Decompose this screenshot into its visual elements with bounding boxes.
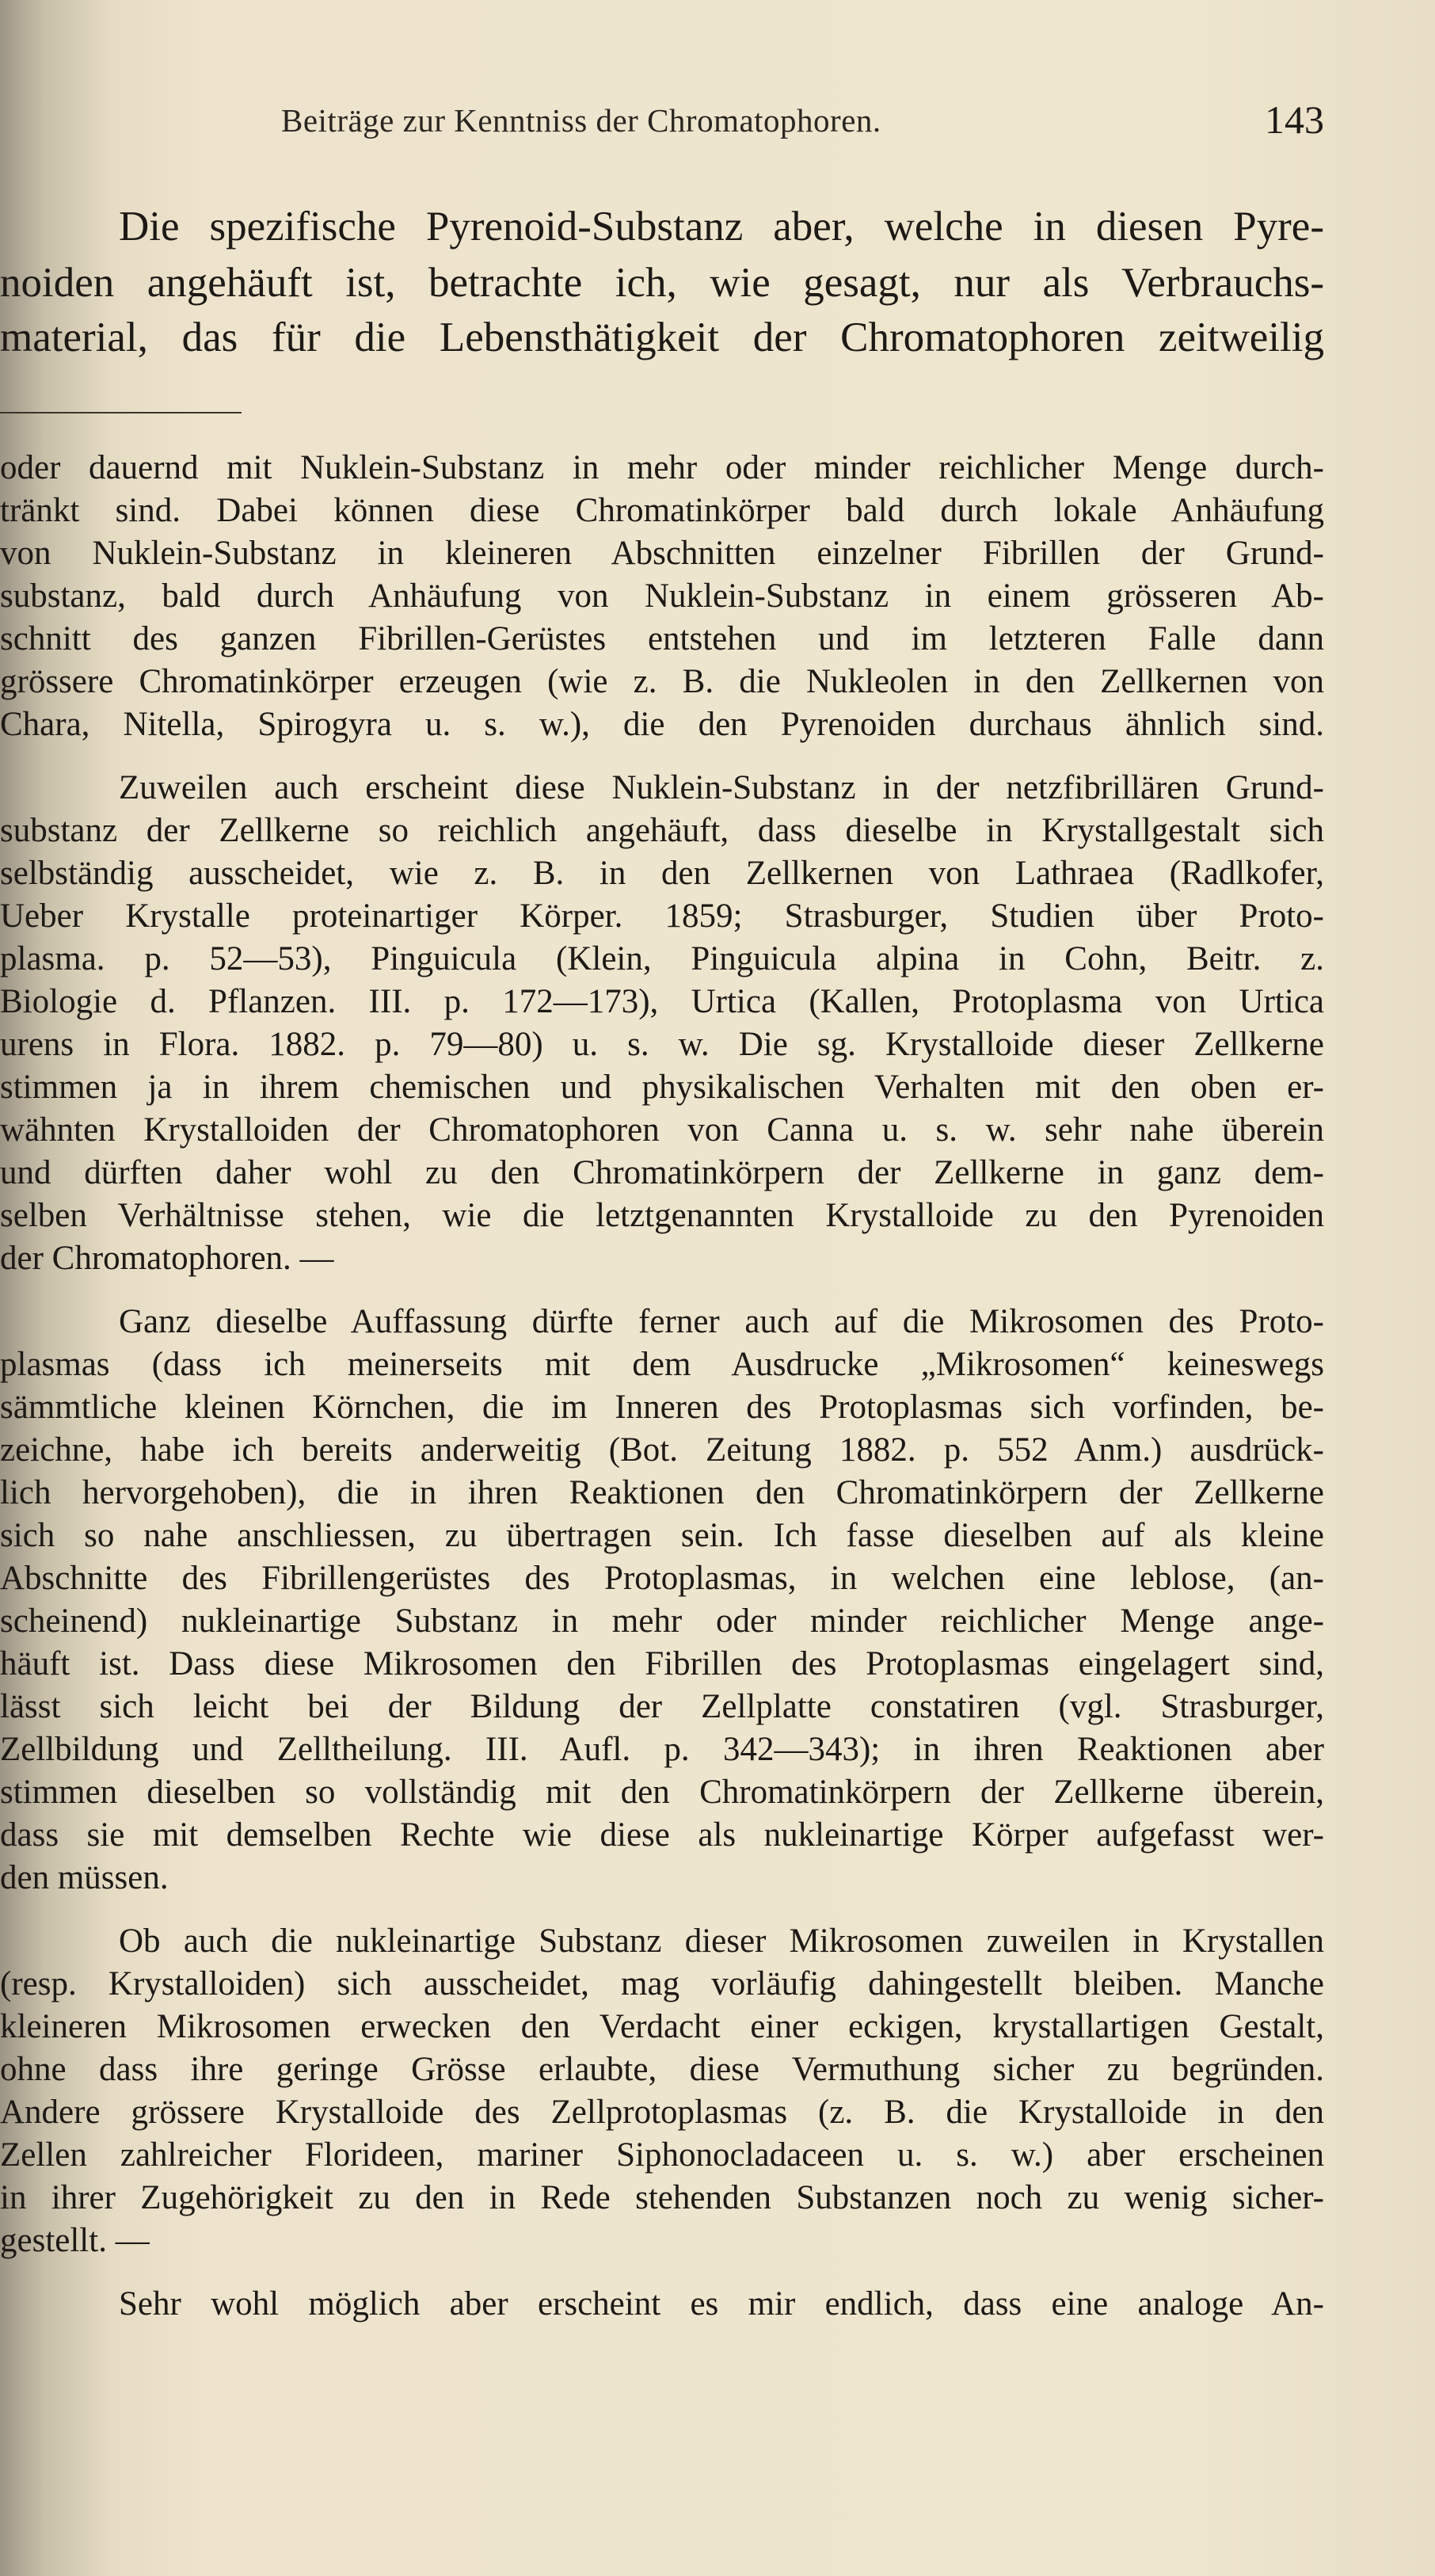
footnote-line: plasma. p. 52—53), Pinguicula (Klein, Pinguicula alpina in Cohn, Beitr. z. xyxy=(0,940,1324,977)
main-line: Die spezifische Pyrenoid-Substanz aber, welche in diesen Pyre- xyxy=(119,204,1324,250)
footnote-line: selbständig ausscheidet, wie z. B. in den Zellkernen von Lathraea (Radlkofer, xyxy=(0,855,1324,892)
footnote-line: tränkt sind. Dabei können diese Chromatinkörper bald durch lokale Anhäufung xyxy=(0,492,1324,529)
footnote-line: häuft ist. Dass diese Mikrosomen den Fibrillen des Protoplasmas eingelagert sind, xyxy=(0,1645,1324,1682)
footnote-line: lich hervorgehoben), die in ihren Reaktionen den Chromatinkörpern der Zellkerne xyxy=(0,1474,1324,1511)
footnote-line: Sehr wohl möglich aber erscheint es mir endlich, dass eine analoge An- xyxy=(119,2285,1324,2323)
footnote-rule xyxy=(0,412,242,413)
footnote-line: stimmen dieselben so vollständig mit den Chromatinkörpern der Zellkerne überein, xyxy=(0,1774,1324,1811)
footnote-line: Ueber Krystalle proteinartiger Körper. 1859; Strasburger, Studien über Proto- xyxy=(0,897,1324,935)
footnote-line: Zellbildung und Zelltheilung. III. Aufl. p. 342—343); in ihren Reaktionen aber xyxy=(0,1731,1324,1768)
footnote-line: grössere Chromatinkörper erzeugen (wie z. B. die Nukleolen in den Zellkernen von xyxy=(0,663,1324,700)
footnote-line: Biologie d. Pflanzen. III. p. 172—173), Urtica (Kallen, Protoplasma von Urtica xyxy=(0,983,1324,1020)
footnote-line: der Chromatophoren. — xyxy=(0,1240,334,1277)
footnote-line: und dürften daher wohl zu den Chromatinkörpern der Zellkerne in ganz dem- xyxy=(0,1154,1324,1191)
main-line: material, das für die Lebensthätigkeit der Chromatophoren zeitweilig xyxy=(0,314,1324,360)
running-title: Beiträge zur Kenntniss der Chromatophoren. xyxy=(281,102,881,139)
footnote-line: kleineren Mikrosomen erwecken den Verdacht einer eckigen, krystallartigen Gestalt, xyxy=(0,2008,1324,2045)
footnote-line: gestellt. — xyxy=(0,2222,150,2259)
footnote-line: Ob auch die nukleinartige Substanz dieser Mikrosomen zuweilen in Krystallen xyxy=(119,1922,1324,1960)
footnote-line: schnitt des ganzen Fibrillen-Gerüstes entstehen und im letzteren Falle dann xyxy=(0,620,1324,657)
footnote-line: zeichne, habe ich bereits anderweitig (Bot. Zeitung 1882. p. 552 Anm.) ausdrück- xyxy=(0,1431,1324,1469)
footnote-line: selben Verhältnisse stehen, wie die letztgenannten Krystalloide zu den Pyrenoiden xyxy=(0,1197,1324,1234)
footnote-line: Ganz dieselbe Auffassung dürfte ferner auch auf die Mikrosomen des Proto- xyxy=(119,1303,1324,1340)
footnote-line: substanz der Zellkerne so reichlich angehäuft, dass dieselbe in Krystallgestalt sich xyxy=(0,812,1324,849)
footnote-line: sämmtliche kleinen Körnchen, die im Inneren des Protoplasmas sich vorfinden, be- xyxy=(0,1389,1324,1426)
footnote-line: von Nuklein-Substanz in kleineren Abschnitten einzelner Fibrillen der Grund- xyxy=(0,535,1324,572)
footnote-line: substanz, bald durch Anhäufung von Nuklein-Substanz in einem grösseren Ab- xyxy=(0,577,1324,615)
footnote-line: in ihrer Zugehörigkeit zu den in Rede stehenden Substanzen noch zu wenig sicher- xyxy=(0,2179,1324,2216)
footnote-line: plasmas (dass ich meinerseits mit dem Ausdrucke „Mikrosomen“ keineswegs xyxy=(0,1346,1324,1383)
footnote-line: dass sie mit demselben Rechte wie diese als nukleinartige Körper aufgefasst wer- xyxy=(0,1816,1324,1854)
footnote-line: lässt sich leicht bei der Bildung der Zellplatte constatiren (vgl. Strasburger, xyxy=(0,1688,1324,1725)
footnote-line: Zellen zahlreicher Florideen, mariner Siphonocladaceen u. s. w.) aber erscheinen xyxy=(0,2136,1324,2174)
footnote-line: Abschnitte des Fibrillengerüstes des Protoplasmas, in welchen eine leblose, (an- xyxy=(0,1560,1324,1597)
main-line: noiden angehäuft ist, betrachte ich, wie gesagt, nur als Verbrauchs- xyxy=(0,260,1324,306)
footnote-line: stimmen ja in ihrem chemischen und physikalischen Verhalten mit den oben er- xyxy=(0,1069,1324,1106)
footnote-line: (resp. Krystalloiden) sich ausscheidet, mag vorläufig dahingestellt bleiben. Manche xyxy=(0,1965,1324,2002)
footnote-line: scheinend) nukleinartige Substanz in mehr oder minder reichlicher Menge ange- xyxy=(0,1602,1324,1640)
page-number: 143 xyxy=(1265,97,1324,142)
footnote-line: Zuweilen auch erscheint diese Nuklein-Substanz in der netzfibrillären Grund- xyxy=(119,769,1324,806)
footnote-line: den müssen. xyxy=(0,1859,169,1896)
footnote-line: wähnten Krystalloiden der Chromatophoren von Canna u. s. w. sehr nahe überein xyxy=(0,1111,1324,1149)
footnote-line: urens in Flora. 1882. p. 79—80) u. s. w. Die sg. Krystalloide dieser Zellkerne xyxy=(0,1026,1324,1063)
footnote-line: oder dauernd mit Nuklein-Substanz in mehr oder minder reichlicher Menge durch- xyxy=(0,449,1324,486)
footnote-line: Chara, Nitella, Spirogyra u. s. w.), die den Pyrenoiden durchaus ähnlich sind. xyxy=(0,706,1324,743)
footnote-line: Andere grössere Krystalloide des Zellprotoplasmas (z. B. die Krystalloide in den xyxy=(0,2094,1324,2131)
footnote-line: ohne dass ihre geringe Grösse erlaubte, diese Vermuthung sicher zu begründen. xyxy=(0,2051,1324,2088)
footnote-line: sich so nahe anschliessen, zu übertragen sein. Ich fasse dieselben auf als kleine xyxy=(0,1517,1324,1554)
